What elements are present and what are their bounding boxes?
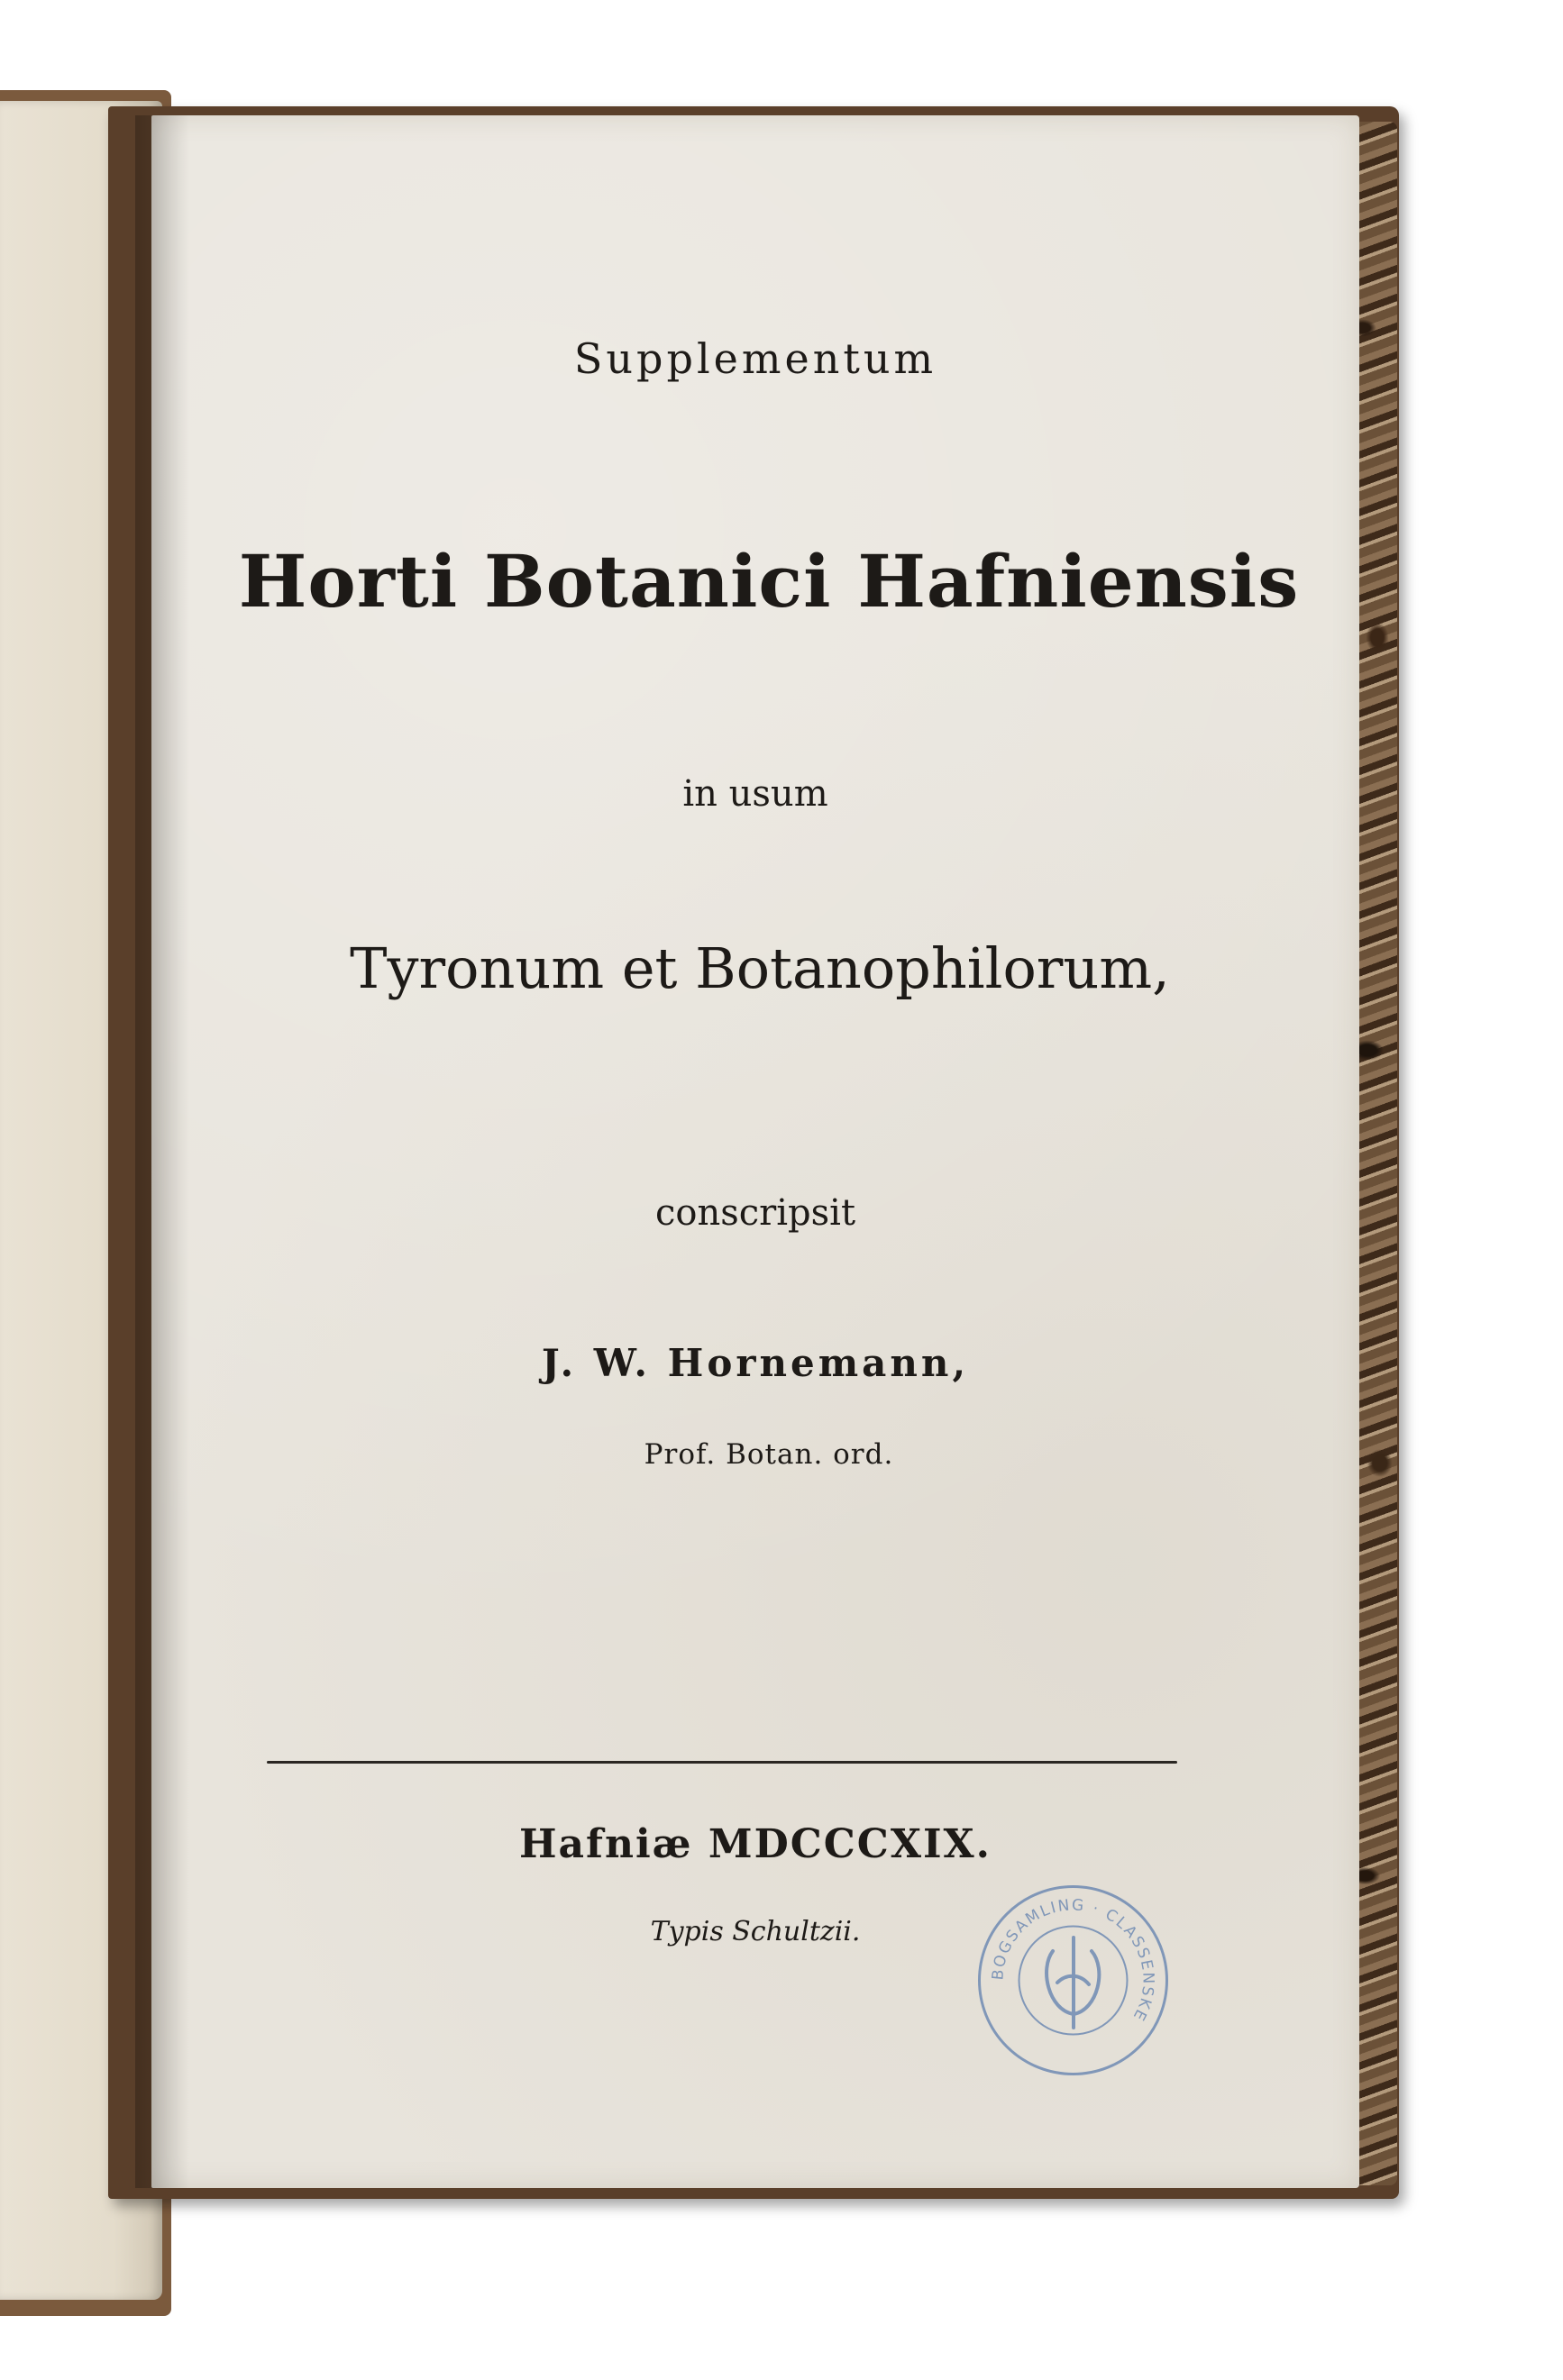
audience-line: Tyronum et Botanophilorum, <box>350 935 1170 1001</box>
in-usum-line: in usum <box>682 773 828 815</box>
author-name: J. W. Hornemann, <box>541 1341 970 1385</box>
author-title: Prof. Botan. ord. <box>644 1438 894 1471</box>
gutter-shadow <box>135 115 189 2188</box>
printer-line: Typis Schultzii. <box>650 1916 861 1947</box>
imprint-line: Hafniæ MDCCCXIX. <box>518 1821 992 1867</box>
conscripsit-line: conscripsit <box>654 1192 856 1234</box>
supplementum-heading: Supplementum <box>573 334 937 383</box>
title-page <box>151 115 1359 2188</box>
stamp-text: BOGSAMLING · CLASSENSKE <box>989 1896 1157 2025</box>
stamp-monogram <box>1047 1938 1099 2028</box>
horizontal-rule <box>267 1761 1177 1764</box>
library-stamp <box>976 1883 1170 2077</box>
main-title: Horti Botanici Hafniensis <box>238 539 1300 624</box>
